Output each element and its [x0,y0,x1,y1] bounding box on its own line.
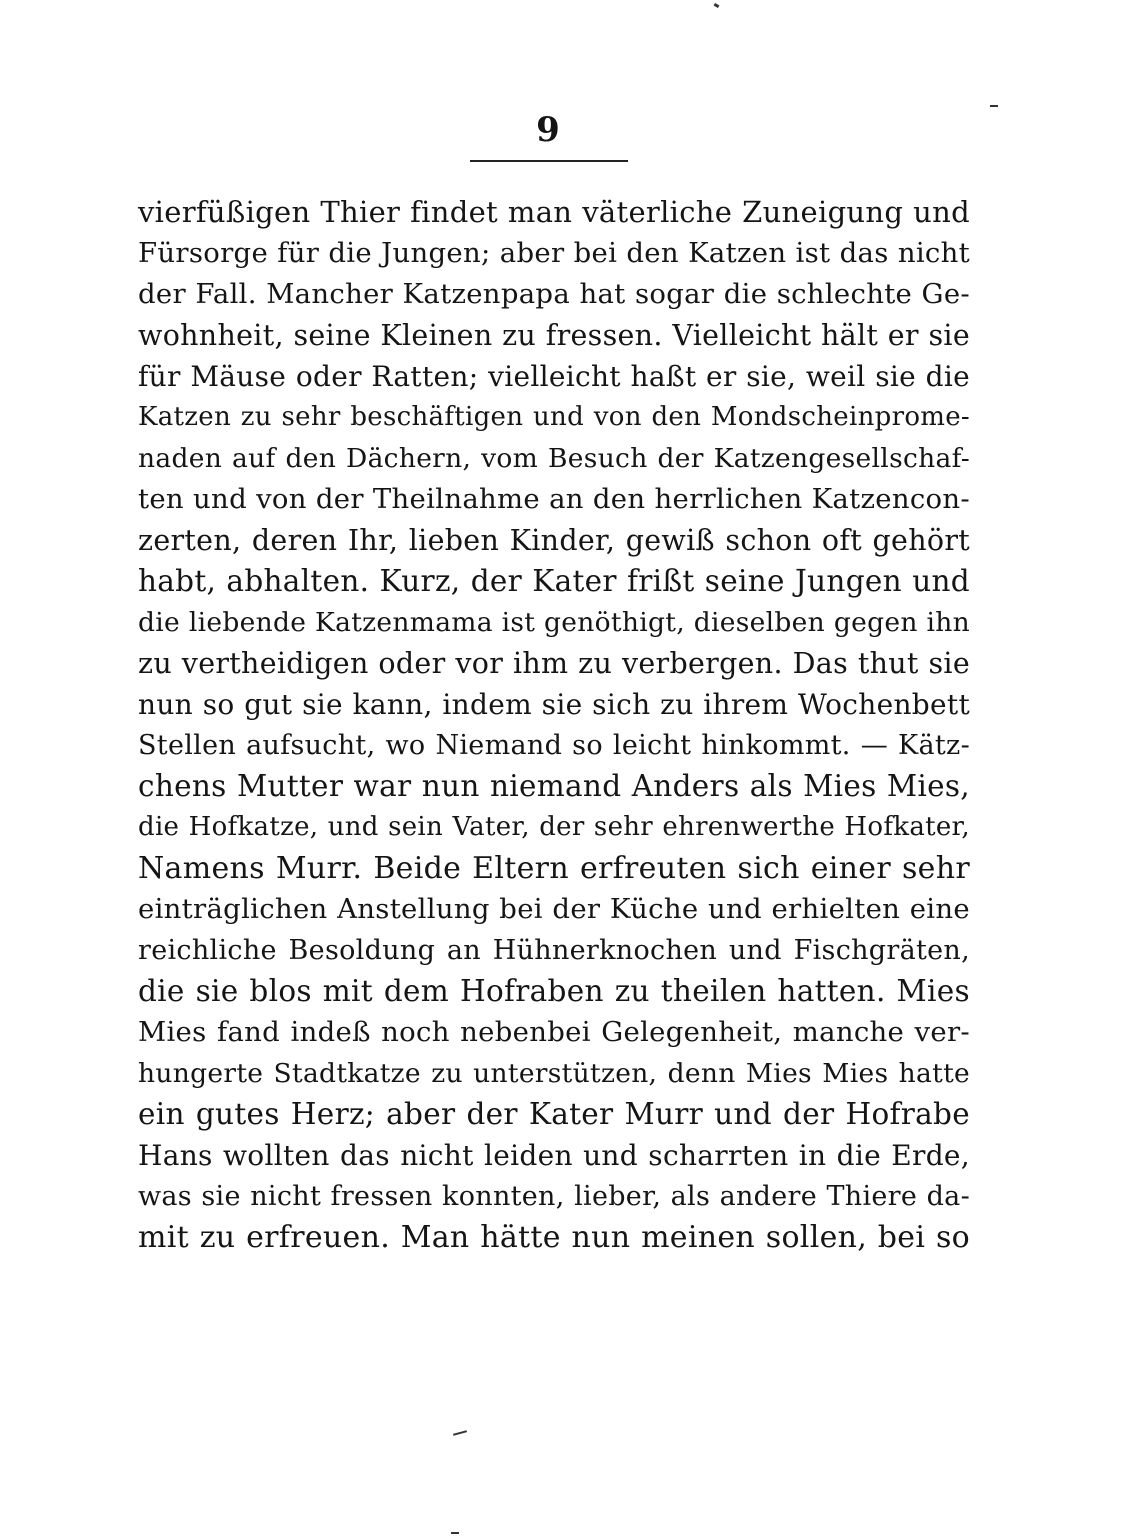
text-line: die Hofkatze, und sein Vater, der sehr ehrenwerthe Hofkater, [138,812,970,842]
page-number: 9 [536,110,560,150]
text-line: Namens Murr. Beide Eltern erfreuten sich einer sehr [138,851,970,886]
print-speck [453,1430,467,1436]
print-speck [990,105,998,107]
print-speck [714,3,720,8]
print-speck [451,1532,459,1534]
text-line: die sie blos mit dem Hofraben zu theilen hatten. Mies [138,974,970,1008]
text-line: zerten, deren Ihr, lieben Kinder, gewiß schon oft gehört [138,524,970,557]
text-line: reichliche Besoldung an Hühnerknochen und Fischgräten, [138,935,970,966]
text-line: einträglichen Anstellung bei der Küche und erhielten eine [138,893,970,925]
text-line: zu vertheidigen oder vor ihm zu verbergen. Das thut sie [138,647,970,680]
text-line: Fürsorge für die Jungen; aber bei den Katzen ist das nicht [138,237,970,269]
text-line: chens Mutter war nun niemand Anders als Mies Mies, [138,769,970,803]
text-line: Hans wollten das nicht leiden und scharrten in die Erde, [138,1139,970,1172]
text-line: Katzen zu sehr beschäftigen und von den Mondscheinprome- [138,402,970,432]
text-line: Mies fand indeß noch nebenbei Gelegenheit, manche ver- [138,1016,970,1048]
text-line: hungerte Stadtkatze zu unterstützen, denn Mies Mies hatte [138,1058,970,1089]
text-line: was sie nicht fressen konnten, lieber, als andere Thiere da- [138,1181,970,1212]
text-line: nun so gut sie kann, indem sie sich zu ihrem Wochenbett [138,688,970,721]
text-line: der Fall. Mancher Katzenpapa hat sogar die schlechte Ge- [138,278,970,310]
text-line: ein gutes Herz; aber der Kater Murr und der Hofrabe [138,1097,970,1131]
text-line: für Mäuse oder Ratten; vielleicht haßt er sie, weil sie die [138,360,970,393]
text-line: naden auf den Dächern, vom Besuch der Katzengesellschaf- [138,443,970,474]
body-text [138,192,970,1258]
header-rule [470,160,628,162]
text-line: mit zu erfreuen. Man hätte nun meinen sollen, bei so [138,1220,970,1255]
text-line: habt, abhalten. Kurz, der Kater frißt seine Jungen und [138,564,970,598]
text-line: ten und von der Theilnahme an den herrlichen Katzencon- [138,483,970,515]
text-line: wohnheit, seine Kleinen zu fressen. Vielleicht hält er sie [138,319,970,352]
text-line: Stellen aufsucht, wo Niemand so leicht hinkommt. — Kätz- [138,730,970,761]
text-line: vierfüßigen Thier findet man väterliche Zuneigung und [138,195,970,229]
text-line: die liebende Katzenmama ist genöthigt, dieselben gegen ihn [138,607,970,638]
